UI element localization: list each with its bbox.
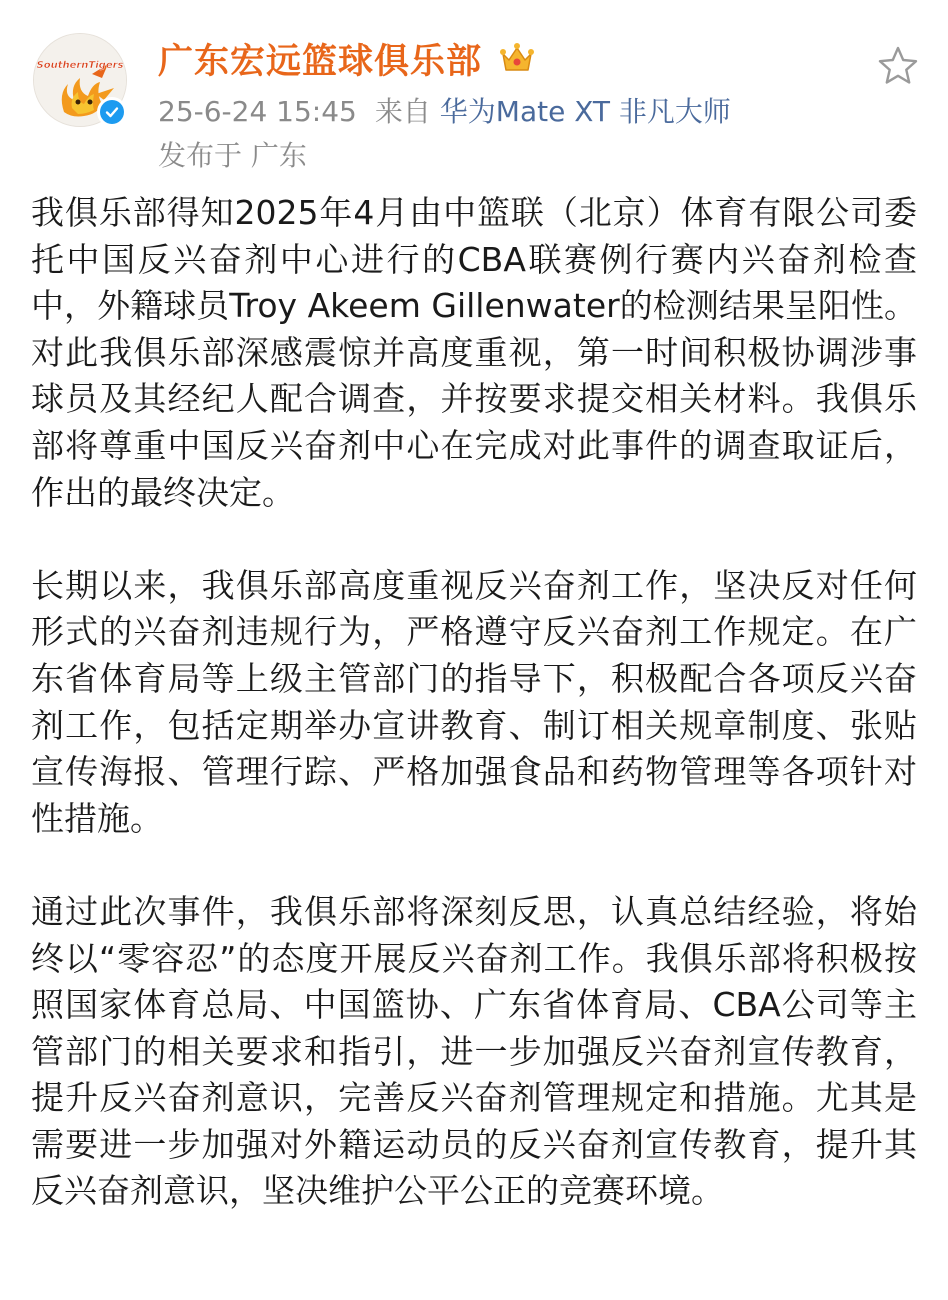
verified-badge-icon [100,100,124,124]
post-location: 发布于 广东 [158,139,307,172]
post-paragraph: 长期以来，我俱乐部高度重视反兴奋剂工作，坚决反对任何形式的兴奋剂违规行为，严格遵守反兴奋剂工作规定。在广东省体育局等上级主管部门的指导下，积极配合各项反兴奋剂工作，包括定期举办宣讲教育、制订相关规章制度、张贴宣传海报、管理行踪、严格加强食品和药物管理等各项针对性措施。 [31,565,917,838]
verified-badge [97,97,127,127]
star-icon[interactable] [876,44,920,88]
post-meta [158,90,731,130]
post-timestamp: 25-6-24 15:45 [158,95,357,128]
source-prefix: 来自 [374,95,431,128]
device-link[interactable]: 华为Mate XT 非凡大师 [439,95,731,128]
post-paragraph: 我俱乐部得知2025年4月由中篮联（北京）体育有限公司委托中国反兴奋剂中心进行的CBA联赛例行赛内兴奋剂检查中，外籍球员Troy Akeem Gillenwater的检测结果呈阳性。对此我俱乐部深感震惊并高度重视，第一时间积极协调涉事球员及其经纪人配合调查，并按要求提交相关材料。我俱乐部将尊重中国反兴奋剂中心在完成对此事件的调查取证后，作出的最终决定。 [31,193,917,512]
avatar-text: SouthernTigers [36,60,124,71]
post-paragraph: 通过此次事件，我俱乐部将深刻反思，认真总结经验，将始终以“零容忍”的态度开展反兴奋剂工作。我俱乐部将积极按照国家体育总局、中国篮协、广东省体育局、CBA公司等主管部门的相关要求和指引，进一步加强反兴奋剂宣传教育，提升反兴奋剂意识，完善反兴奋剂管理规定和措施。尤其是需要进一步加强对外籍运动员的反兴奋剂宣传教育，提升其反兴奋剂意识，坚决维护公平公正的竞赛环境。 [31,891,917,1211]
post-content [31,190,917,1215]
post-header [0,0,948,180]
author-name[interactable]: 广东宏远篮球俱乐部 [158,42,483,82]
crown-icon [499,40,535,74]
